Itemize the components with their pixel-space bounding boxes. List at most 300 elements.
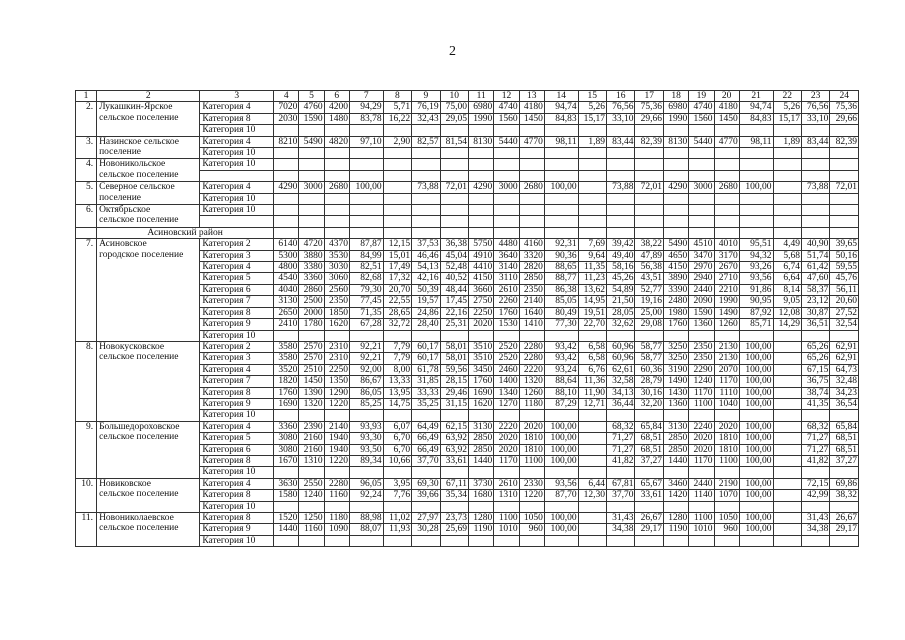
value-cell: 2460 <box>494 364 519 375</box>
value-cell: 5490 <box>299 136 324 147</box>
empty-cell <box>383 410 411 421</box>
value-cell: 100,00 <box>739 364 773 375</box>
empty-cell <box>578 216 606 227</box>
value-cell: 62,91 <box>830 353 859 364</box>
empty-cell <box>383 330 411 341</box>
category-cell: Категория 10 <box>200 148 274 159</box>
value-cell: 1620 <box>469 398 494 409</box>
empty-cell <box>544 159 578 170</box>
value-cell: 1690 <box>274 398 299 409</box>
value-cell: 83,44 <box>801 136 829 147</box>
value-cell: 100,00 <box>739 387 773 398</box>
settlement-name <box>97 341 200 421</box>
empty-cell <box>494 216 519 227</box>
value-cell: 82,57 <box>412 136 440 147</box>
value-cell: 6,70 <box>383 433 411 444</box>
value-cell: 31,15 <box>440 398 468 409</box>
value-cell: 28,65 <box>383 307 411 318</box>
settlement-name-line: поселение <box>99 192 142 203</box>
value-cell: 2140 <box>324 421 349 432</box>
value-cell: 36,51 <box>801 319 829 330</box>
value-cell: 2610 <box>494 478 519 489</box>
value-cell: 3890 <box>663 273 688 284</box>
empty-cell <box>469 148 494 159</box>
value-cell: 37,70 <box>412 455 440 466</box>
empty-cell <box>578 330 606 341</box>
value-cell: 2220 <box>519 364 544 375</box>
header-cell: 18 <box>663 91 688 102</box>
empty-cell <box>440 501 468 512</box>
empty-cell <box>440 205 468 216</box>
empty-cell <box>469 205 494 216</box>
empty-cell <box>714 501 739 512</box>
value-cell: 68,32 <box>607 421 635 432</box>
empty-cell <box>494 535 519 546</box>
value-cell: 1620 <box>324 319 349 330</box>
empty-cell <box>714 330 739 341</box>
category-cell: Категория 4 <box>200 136 274 147</box>
value-cell: 75,36 <box>635 102 663 113</box>
header-cell: 22 <box>773 91 801 102</box>
value-cell: 81,54 <box>440 136 468 147</box>
empty-cell <box>578 159 606 170</box>
row-number: 8. <box>76 341 97 421</box>
value-cell: 3320 <box>519 250 544 261</box>
empty-cell <box>801 535 829 546</box>
value-cell: 22,70 <box>578 319 606 330</box>
empty-cell <box>324 216 349 227</box>
value-cell: 77,30 <box>544 319 578 330</box>
empty-cell <box>349 170 383 181</box>
value-cell: 100,00 <box>739 444 773 455</box>
value-cell: 100,00 <box>544 421 578 432</box>
value-cell: 4180 <box>519 102 544 113</box>
value-cell: 1990 <box>663 113 688 124</box>
empty-cell <box>635 125 663 136</box>
value-cell: 93,24 <box>544 364 578 375</box>
empty-cell <box>519 501 544 512</box>
value-cell: 34,38 <box>801 524 829 535</box>
empty-cell <box>440 535 468 546</box>
value-cell: 38,22 <box>635 239 663 250</box>
value-cell: 100,00 <box>544 182 578 193</box>
value-cell: 2440 <box>689 478 714 489</box>
value-cell: 2090 <box>689 296 714 307</box>
empty-cell <box>299 501 324 512</box>
value-cell: 47,60 <box>801 273 829 284</box>
empty-cell <box>578 410 606 421</box>
value-cell: 15,17 <box>773 113 801 124</box>
value-cell: 37,27 <box>635 455 663 466</box>
value-cell: 87,29 <box>544 398 578 409</box>
empty-cell <box>714 170 739 181</box>
empty-cell <box>739 170 773 181</box>
value-cell: 3250 <box>663 353 688 364</box>
value-cell: 1810 <box>519 444 544 455</box>
empty-cell <box>801 193 829 204</box>
value-cell: 3510 <box>469 353 494 364</box>
settlement-name-line: сельское поселение <box>99 112 179 123</box>
header-cell: 23 <box>801 91 829 102</box>
value-cell: 11,36 <box>578 376 606 387</box>
category-cell <box>200 216 274 227</box>
empty-cell <box>607 467 635 478</box>
category-cell: Категория 7 <box>200 296 274 307</box>
value-cell: 1110 <box>714 387 739 398</box>
value-cell: 2860 <box>299 284 324 295</box>
empty-cell <box>607 193 635 204</box>
empty-cell <box>440 170 468 181</box>
empty-cell <box>299 125 324 136</box>
empty-cell <box>801 125 829 136</box>
value-cell: 100,00 <box>739 341 773 352</box>
empty-cell <box>519 125 544 136</box>
empty-cell <box>349 330 383 341</box>
empty-cell <box>383 216 411 227</box>
empty-cell <box>689 227 714 238</box>
empty-cell <box>412 159 440 170</box>
value-cell: 6,74 <box>773 262 801 273</box>
district-row <box>76 227 859 238</box>
category-cell: Категория 10 <box>200 410 274 421</box>
value-cell: 2550 <box>299 478 324 489</box>
value-cell: 58,77 <box>635 341 663 352</box>
value-cell: 84,83 <box>544 113 578 124</box>
value-cell: 2570 <box>299 353 324 364</box>
value-cell: 2940 <box>689 273 714 284</box>
value-cell: 6980 <box>663 102 688 113</box>
empty-cell <box>544 170 578 181</box>
row-number: 2. <box>76 102 97 136</box>
value-cell: 80,49 <box>544 307 578 318</box>
value-cell: 4160 <box>519 239 544 250</box>
value-cell: 4800 <box>274 262 299 273</box>
value-cell: 11,90 <box>578 387 606 398</box>
value-cell: 72,01 <box>830 182 859 193</box>
value-cell: 2020 <box>689 433 714 444</box>
table-row <box>76 205 859 216</box>
value-cell: 3580 <box>274 341 299 352</box>
value-cell: 3130 <box>274 296 299 307</box>
empty-cell <box>663 227 688 238</box>
empty-cell <box>494 148 519 159</box>
value-cell: 2650 <box>274 307 299 318</box>
value-cell: 75,00 <box>440 102 468 113</box>
value-cell: 2280 <box>519 353 544 364</box>
empty-cell <box>544 410 578 421</box>
empty-cell <box>714 410 739 421</box>
value-cell: 93,30 <box>349 433 383 444</box>
value-cell: 1090 <box>324 524 349 535</box>
value-cell: 1,89 <box>578 136 606 147</box>
value-cell: 86,67 <box>349 376 383 387</box>
header-cell: 15 <box>578 91 606 102</box>
empty-cell <box>635 467 663 478</box>
value-cell: 40,52 <box>440 273 468 284</box>
empty-cell <box>494 193 519 204</box>
value-cell: 100,00 <box>739 376 773 387</box>
value-cell: 33,61 <box>635 490 663 501</box>
empty-cell <box>519 330 544 341</box>
header-cell: 13 <box>519 91 544 102</box>
value-cell: 42,16 <box>412 273 440 284</box>
empty-cell <box>773 524 801 535</box>
header-cell: 1 <box>76 91 97 102</box>
empty-cell <box>663 125 688 136</box>
value-cell: 31,43 <box>607 513 635 524</box>
empty-cell <box>383 205 411 216</box>
empty-cell <box>274 205 299 216</box>
value-cell: 1100 <box>714 455 739 466</box>
empty-cell <box>689 410 714 421</box>
empty-cell <box>440 330 468 341</box>
value-cell: 3510 <box>469 341 494 352</box>
value-cell: 20,70 <box>383 284 411 295</box>
value-cell: 2130 <box>714 341 739 352</box>
value-cell: 2220 <box>494 421 519 432</box>
empty-cell <box>663 410 688 421</box>
empty-cell <box>830 410 859 421</box>
header-cell: 11 <box>469 91 494 102</box>
value-cell: 3,95 <box>383 478 411 489</box>
value-cell: 2680 <box>324 182 349 193</box>
value-cell: 2130 <box>714 353 739 364</box>
empty-cell <box>739 205 773 216</box>
empty-cell <box>635 535 663 546</box>
empty-cell <box>274 159 299 170</box>
category-cell: Категория 5 <box>200 273 274 284</box>
settlement-name <box>97 205 200 228</box>
empty-cell <box>739 159 773 170</box>
value-cell: 2240 <box>689 421 714 432</box>
category-cell: Категория 2 <box>200 341 274 352</box>
row-number: 3. <box>76 136 97 159</box>
value-cell: 100,00 <box>544 444 578 455</box>
value-cell: 32,72 <box>383 319 411 330</box>
value-cell: 58,77 <box>635 353 663 364</box>
value-cell: 71,27 <box>607 433 635 444</box>
value-cell: 960 <box>519 524 544 535</box>
value-cell: 12,15 <box>383 239 411 250</box>
value-cell: 66,49 <box>412 433 440 444</box>
value-cell: 2350 <box>689 341 714 352</box>
value-cell: 34,38 <box>607 524 635 535</box>
empty-cell <box>299 467 324 478</box>
value-cell: 2070 <box>714 364 739 375</box>
value-cell: 2280 <box>324 478 349 489</box>
empty-cell <box>519 410 544 421</box>
value-cell: 1780 <box>299 319 324 330</box>
empty-cell <box>349 148 383 159</box>
value-cell: 1590 <box>689 307 714 318</box>
value-cell: 82,68 <box>349 273 383 284</box>
value-cell: 1560 <box>689 113 714 124</box>
empty-cell <box>299 148 324 159</box>
empty-cell <box>773 193 801 204</box>
settlement-name-line: Большедороховское <box>99 421 180 432</box>
value-cell: 2000 <box>299 307 324 318</box>
empty-cell <box>349 125 383 136</box>
empty-cell <box>689 330 714 341</box>
empty-cell <box>773 227 801 238</box>
settlement-name-line: поселение <box>99 147 142 158</box>
value-cell: 88,64 <box>544 376 578 387</box>
value-cell: 2570 <box>299 341 324 352</box>
header-row <box>76 91 859 102</box>
empty-cell <box>383 125 411 136</box>
value-cell: 32,43 <box>412 113 440 124</box>
value-cell: 5300 <box>274 250 299 261</box>
empty-cell <box>689 216 714 227</box>
empty-cell <box>544 125 578 136</box>
value-cell: 8210 <box>274 136 299 147</box>
empty-cell <box>469 216 494 227</box>
value-cell: 4040 <box>274 284 299 295</box>
value-cell: 36,54 <box>830 398 859 409</box>
value-cell: 3580 <box>274 353 299 364</box>
empty-cell <box>607 170 635 181</box>
value-cell: 100,00 <box>349 182 383 193</box>
empty-cell <box>544 148 578 159</box>
row-number: 9. <box>76 421 97 478</box>
empty-cell <box>412 410 440 421</box>
empty-cell <box>324 148 349 159</box>
value-cell: 1340 <box>494 387 519 398</box>
value-cell: 29,66 <box>635 113 663 124</box>
value-cell: 1100 <box>689 513 714 524</box>
value-cell: 3360 <box>274 421 299 432</box>
value-cell: 25,31 <box>440 319 468 330</box>
value-cell: 5490 <box>663 239 688 250</box>
value-cell: 17,45 <box>440 296 468 307</box>
empty-cell <box>635 193 663 204</box>
empty-cell <box>349 410 383 421</box>
value-cell: 6,70 <box>383 444 411 455</box>
category-cell: Категория 4 <box>200 478 274 489</box>
empty-cell <box>274 535 299 546</box>
empty-cell <box>349 205 383 216</box>
empty-cell <box>635 410 663 421</box>
value-cell: 6,58 <box>578 353 606 364</box>
empty-cell <box>801 216 829 227</box>
value-cell: 2520 <box>494 353 519 364</box>
empty-cell <box>544 205 578 216</box>
value-cell: 3390 <box>663 284 688 295</box>
empty-cell <box>689 467 714 478</box>
empty-cell <box>544 216 578 227</box>
value-cell: 100,00 <box>544 455 578 466</box>
value-cell: 9,64 <box>578 250 606 261</box>
category-cell: Категория 4 <box>200 364 274 375</box>
value-cell: 100,00 <box>544 513 578 524</box>
empty-cell <box>299 227 324 238</box>
empty-cell <box>519 205 544 216</box>
empty-cell <box>739 330 773 341</box>
value-cell: 65,26 <box>801 353 829 364</box>
value-cell: 60,36 <box>635 364 663 375</box>
value-cell: 29,08 <box>635 319 663 330</box>
value-cell: 92,21 <box>349 353 383 364</box>
value-cell: 36,38 <box>440 239 468 250</box>
empty-cell <box>830 467 859 478</box>
value-cell: 76,56 <box>801 102 829 113</box>
header-cell: 9 <box>412 91 440 102</box>
settlement-name-line: сельское поселение <box>99 432 179 443</box>
row-number: 6. <box>76 205 97 228</box>
category-cell: Категория 9 <box>200 524 274 535</box>
value-cell: 92,00 <box>349 364 383 375</box>
value-cell: 1440 <box>469 455 494 466</box>
value-cell: 1480 <box>324 113 349 124</box>
empty-cell <box>739 148 773 159</box>
value-cell: 30,16 <box>635 387 663 398</box>
value-cell: 36,75 <box>801 376 829 387</box>
value-cell: 3000 <box>299 182 324 193</box>
value-cell: 67,81 <box>607 478 635 489</box>
value-cell: 1320 <box>519 376 544 387</box>
empty-cell <box>773 467 801 478</box>
value-cell: 59,56 <box>440 364 468 375</box>
value-cell: 1760 <box>663 319 688 330</box>
value-cell: 4740 <box>494 102 519 113</box>
empty-cell <box>349 227 383 238</box>
value-cell: 4010 <box>714 239 739 250</box>
value-cell: 1240 <box>299 490 324 501</box>
value-cell: 100,00 <box>739 433 773 444</box>
value-cell: 94,74 <box>544 102 578 113</box>
empty-cell <box>349 159 383 170</box>
value-cell: 1360 <box>689 319 714 330</box>
value-cell: 3000 <box>494 182 519 193</box>
empty-cell <box>412 501 440 512</box>
empty-cell <box>663 205 688 216</box>
value-cell: 82,39 <box>635 136 663 147</box>
value-cell: 76,19 <box>412 102 440 113</box>
value-cell: 98,11 <box>739 136 773 147</box>
value-cell: 14,29 <box>773 319 801 330</box>
empty-cell <box>635 330 663 341</box>
value-cell: 79,30 <box>349 284 383 295</box>
empty-cell <box>739 125 773 136</box>
empty-cell <box>494 227 519 238</box>
value-cell: 14,95 <box>578 296 606 307</box>
value-cell: 15,01 <box>383 250 411 261</box>
empty-cell <box>607 330 635 341</box>
category-cell: Категория 8 <box>200 113 274 124</box>
value-cell: 1240 <box>689 376 714 387</box>
value-cell: 1940 <box>324 444 349 455</box>
empty-cell <box>469 159 494 170</box>
row-number: 7. <box>76 239 97 342</box>
empty-cell <box>274 330 299 341</box>
table-row <box>76 341 859 352</box>
value-cell: 1490 <box>714 307 739 318</box>
empty-cell <box>635 205 663 216</box>
value-cell: 45,76 <box>830 273 859 284</box>
empty-cell <box>440 159 468 170</box>
value-cell: 5,71 <box>383 102 411 113</box>
empty-cell <box>274 193 299 204</box>
empty-cell <box>494 159 519 170</box>
settlement-name-line: Новоникольское <box>99 159 166 170</box>
empty-cell <box>773 478 801 489</box>
table-row <box>76 239 859 250</box>
empty-cell <box>663 501 688 512</box>
empty-cell <box>349 467 383 478</box>
empty-cell <box>469 193 494 204</box>
value-cell: 47,89 <box>635 250 663 261</box>
empty-cell <box>663 535 688 546</box>
